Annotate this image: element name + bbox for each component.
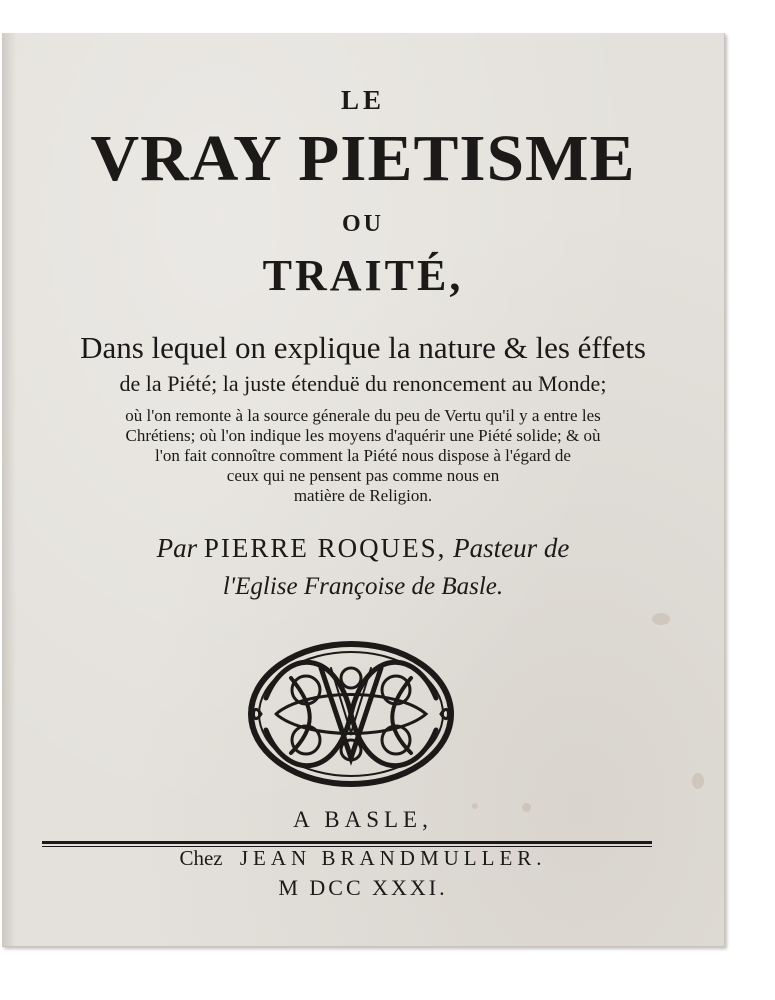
author-line-2: l'Eglise Françoise de Basle. (222, 573, 504, 600)
subtitle-line-1: Dans lequel on explique la nature & les éffets (80, 330, 646, 365)
printer-name: JEAN BRANDMULLER. (239, 846, 547, 870)
foxing-spot (692, 773, 704, 789)
title-traite: TRAITÉ, (262, 251, 464, 300)
title-page (2, 33, 725, 947)
title-le: LE (340, 85, 386, 115)
author-line-1 (2, 533, 724, 564)
author-name: PIERRE ROQUES, (203, 533, 447, 563)
title-ou: OU (342, 211, 384, 237)
body-line-2: Chrétiens; où l'on indique les moyens d'aquérir une Piété solide; & où (125, 426, 601, 445)
foxing-spot (652, 613, 670, 625)
body-line-4: ceux qui ne pensent pas comme nous en (226, 466, 500, 485)
author-prefix: Par (156, 533, 198, 563)
imprint-rule (42, 841, 652, 844)
author-suffix: Pasteur de (453, 533, 570, 563)
body-line-5: matière de Religion. (293, 486, 433, 505)
imprint-place: A BASLE, (293, 807, 433, 832)
imprint-printer (2, 846, 724, 871)
monogram-ornament-icon (246, 638, 456, 790)
body-line-1: où l'on remonte à la source génerale du peu de Vertu qu'il y a entre les (125, 406, 601, 425)
main-title: VRAY PIETISME (90, 122, 636, 195)
printer-prefix: Chez (179, 846, 223, 870)
body-line-3: l'on fait connoître comment la Piété nous dispose à l'égard de (155, 446, 571, 465)
imprint-date: M DCC XXXI. (278, 875, 448, 900)
subtitle-line-2: de la Piété; la juste étenduë du renoncement au Monde; (119, 371, 607, 396)
